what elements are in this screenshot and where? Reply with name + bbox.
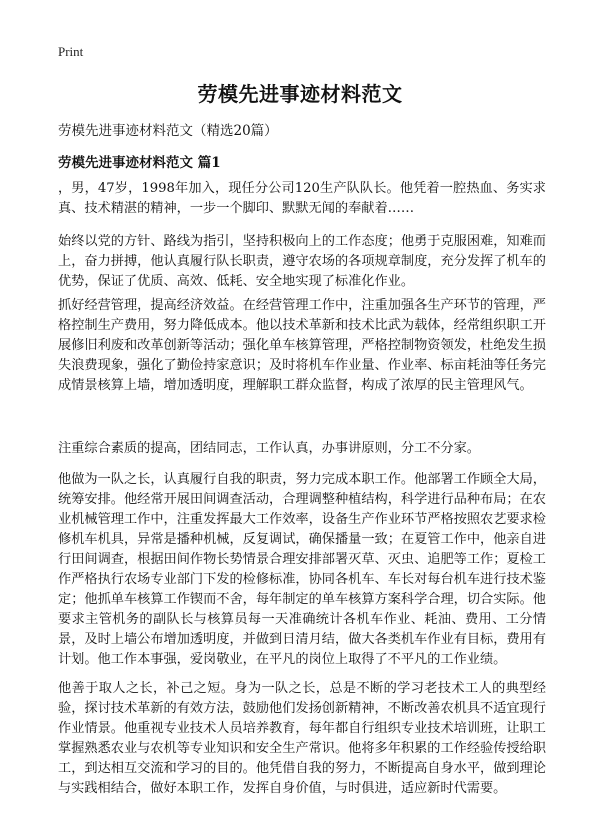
- paragraph-leadership: 他做为一队之长，认真履行自我的职责，努力完成本职工作。他部署工作顾全大局，统筹安排。他经常开展田间调查活动，合理调整种植结构，科学进行品种布局；在农业机械管理工作中，注重发挥最大工作效率，设备生产作业环节严格按照农艺要求检修机车机具，异常是播种机械，反复调试，确保播量一致；在夏管工作中，他亲自进行田间调查，根据田间作物长势情景合理安排部署灭草、灭虫、追肥等工作；夏检工作严格执行农场专业部门下发的检修标准，协同各机车、车长对每台机车进行技术鉴定；他抓单车核算工作锲而不舍，每年制定的单车核算方案科学合理，切合实际。他要求主管机务的副队长与核算员每一天准确统计各机车作业、耗油、费用、工分情景，及时上墙公布增加透明度，并做到日清月结，做大各类机车作业有目标，费用有计划。他工作本事强，爱岗敬业，在平凡的岗位上取得了不平凡的工作业绩。: [58, 472, 546, 667]
- paragraph-quality: 注重综合素质的提高，团结同志，工作认真，办事讲原则，分工不分家。: [58, 441, 480, 456]
- paragraph-attitude: 始终以党的方针、路线为指引，坚持积极向上的工作态度；他勇于克服困难，知难而上，奋力拼搏，他认真履行队长职责，遵守农场的各项规章制度，充分发挥了机车的优势，保证了优质、高效、低耗、安全地实现了标准化作业。: [58, 234, 546, 289]
- section-heading: 劳模先进事迹材料范文 篇1: [58, 155, 221, 171]
- paragraph-intro: ，男，47岁，1998年加入，现任分公司120生产队队长。他凭着一腔热血、务实求真、技术精湛的精神，一步一个脚印、默默无闻的奉献着……: [58, 181, 546, 216]
- document-title: 劳模先进事迹材料范文: [197, 82, 403, 106]
- paragraph-learning: 他善于取人之长，补己之短。身为一队之长，总是不断的学习老技术工人的典型经验，探讨技术革新的有效方法，鼓励他们发扬创新精神，不断改善农机具不适宜现行作业情景。他重视专业技术人员培养教育，每年都自行组织专业技术培训班，让职工掌握熟悉农业与农机等专业知识和安全生产常识。他将多年积累的工作经验传授给职工，到达相互交流和学习的目的。他凭借自我的努力，不断提高自身水平，做到理论与实践相结合，做好本职工作，发挥自身价值，与时俱进，适应新时代需要。: [58, 681, 546, 796]
- print-label[interactable]: Print: [58, 44, 84, 59]
- paragraph-management: 抓好经营管理，提高经济效益。在经营管理工作中，注重加强各生产环节的管理，严格控制生产费用，努力降低成本。他以技术革新和技术比武为载体，经常组织职工开展修旧利废和改革创新等活动；强化单车核算管理，严格控制物资领发，杜绝发生损失浪费现象，强化了勤俭持家意识；及时将机车作业量、作业率、标亩耗油等任务完成情景核算上墙，增加透明度，理解职工群众监督，构成了浓厚的民主管理风气。: [58, 298, 546, 393]
- document-subtitle: 劳模先进事迹材料范文（精选20篇）: [58, 123, 278, 139]
